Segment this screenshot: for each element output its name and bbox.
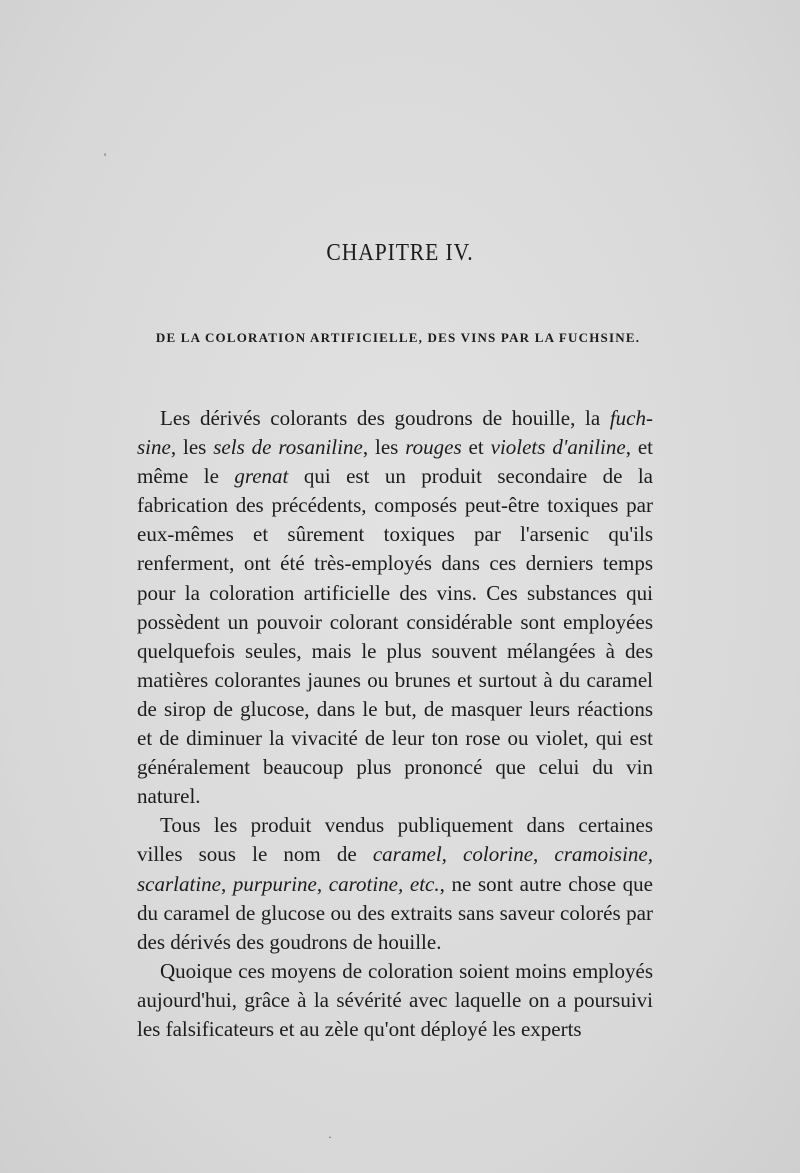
- italic-term: grenat: [234, 464, 289, 489]
- body-text: [137, 404, 653, 1044]
- paragraph: [137, 404, 653, 811]
- paragraph: [137, 957, 653, 1044]
- text-run: qui est un produit secondaire de la fabrication des précédents, composés peut-être toxiques par eux-mêmes et sûrement toxiques par l'arsenic qu'ils renferment, ont été très-employés dans ces derniers temps pour la coloration artificielle des vins. Ces substances qui possèdent un pouvoir colorant considérable sont employées quelquefois seules, mais le plus souvent mélangées à des matières colorantes jaunes ou brunes et surtout à du caramel de sirop de glucose, dans le but, de masquer leurs réactions et de diminuer la vivacité de leur ton rose ou violet, qui est généralement beaucoup plus prononcé que celui du vin naturel.: [137, 464, 653, 809]
- text-run: Tous les produit vendus publiquement dans certaines villes sous le nom de: [137, 813, 653, 867]
- ink-speck: ·: [328, 1130, 332, 1144]
- italic-term: violets d'aniline: [490, 435, 626, 460]
- chapter-title: CHAPITRE IV.: [326, 240, 474, 266]
- ink-speck: ': [104, 150, 107, 164]
- italic-term: rouges: [405, 435, 462, 460]
- paragraph: [137, 811, 653, 956]
- chapter-subtitle: DE LA COLORATION ARTIFICIELLE, DES VINS PAR LA FUCHSINE.: [155, 330, 641, 345]
- italic-term: fuch-sine: [137, 406, 653, 460]
- text-run: , les: [362, 435, 406, 460]
- text-run: Les dérivés colorants des goudrons de houille, la: [160, 406, 610, 430]
- text-run: et: [461, 435, 491, 460]
- italic-term: sels de rosaniline: [213, 435, 363, 460]
- text-run: , les: [170, 435, 214, 460]
- text-run: Quoique ces moyens de coloration soient moins employés aujourd'hui, grâce à la sévérité avec laquelle on a poursuivi les falsificateurs et au zèle qu'ont déployé les experts: [137, 958, 653, 1041]
- italic-term: caramel, colorine, cramoisine, scarlatine, purpurine, carotine, etc.: [137, 842, 654, 896]
- text-run: , et même le: [137, 435, 654, 489]
- text-run: , ne sont autre chose que du caramel de glucose ou des extraits sans saveur colorés par des dérivés des goudrons de houille.: [137, 871, 654, 954]
